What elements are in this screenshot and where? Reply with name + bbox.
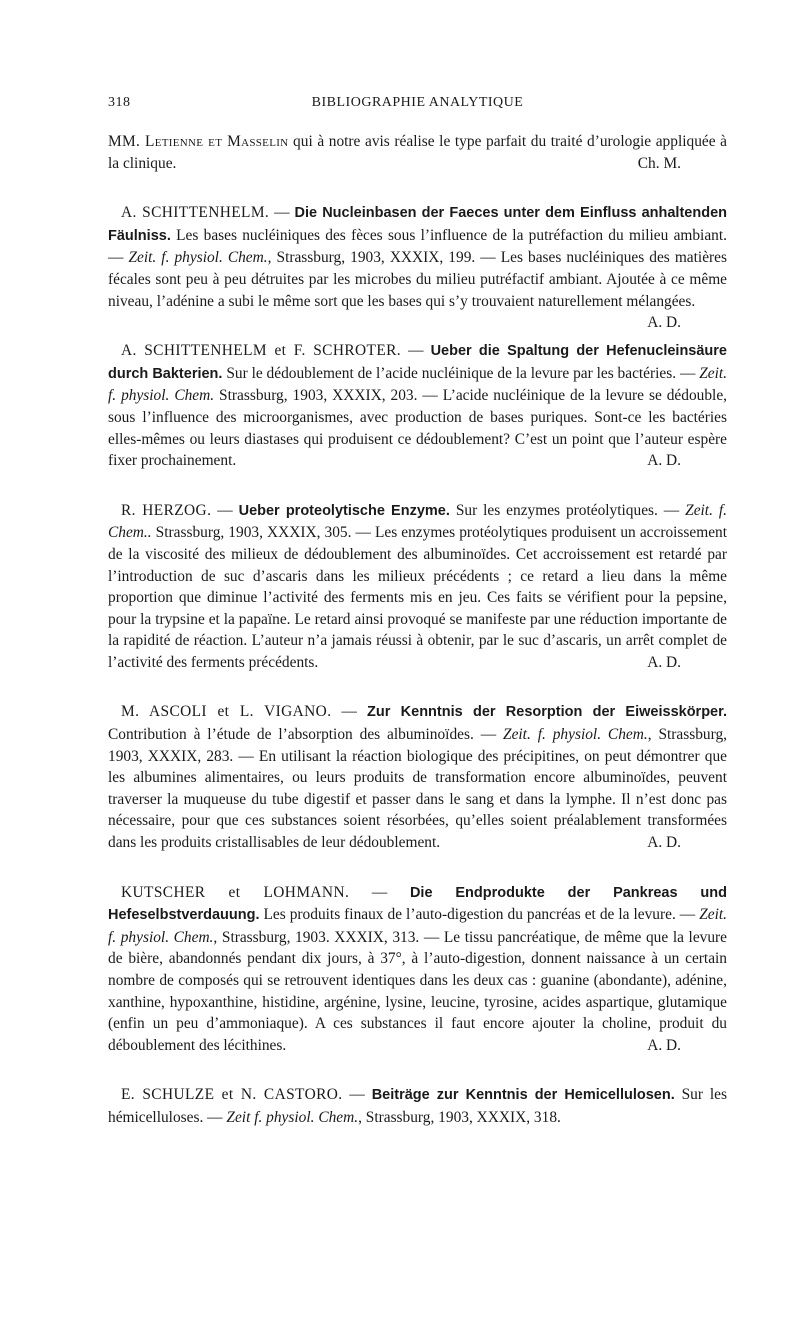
entry-title: Ueber proteolytische Enzyme. xyxy=(238,502,450,519)
entry-body: Les produits finaux de l’auto-digestion du pancréas et de la levure. — xyxy=(259,906,700,924)
review-entry-3 xyxy=(108,340,727,472)
entry-journal: Zeit. f. physiol. Chem. xyxy=(108,364,728,405)
entry-separator: — xyxy=(331,703,368,721)
entry-separator: — xyxy=(401,342,431,360)
entry-body: Sur les hémicelluloses. — xyxy=(108,1086,727,1126)
entry-separator: — xyxy=(211,501,239,519)
entry-title: Die Nucleinbasen der Faeces unter dem Einfluss anhaltenden Fäulniss. xyxy=(108,205,727,244)
entry-journal: Zeit. f. physiol. Chem. xyxy=(503,726,648,744)
entry-signature: A. D. xyxy=(647,1036,681,1054)
review-entry-2 xyxy=(108,202,727,332)
entry-body: , Strassburg, 1903, XXXIX, 318. xyxy=(358,1108,561,1126)
entry-journal: Zeit. f. physiol. Chem. xyxy=(128,249,268,267)
entry-authors: A. SCHITTENHELM. xyxy=(121,204,270,222)
entry-signature: A. D. xyxy=(647,653,681,671)
entry-title: Ueber die Spaltung der Hefenucleinsäure durch Bakterien. xyxy=(108,343,727,382)
entry-authors: R. HERZOG. xyxy=(121,501,212,519)
entry-journal: Zeit. f. physiol. Chem. xyxy=(108,906,727,946)
entry-title: Die Endprodukte der Pankreas und Hefeselbstverdauung. xyxy=(108,884,727,924)
entry-authors: MM. Letienne et Masselin xyxy=(108,133,289,150)
review-entry-4 xyxy=(108,500,727,674)
review-entry-5 xyxy=(108,701,727,853)
entry-body: Sur les enzymes protéolytiques. — xyxy=(449,501,686,519)
entry-authors: M. ASCOLI et L. VIGANO. xyxy=(121,703,332,721)
entry-body: Les bases nucléiniques des fèces sous l’influence de la putréfaction du milieu ambiant. — xyxy=(108,226,727,267)
entry-separator: — xyxy=(342,1086,372,1104)
entry-signature: A. D. xyxy=(647,452,681,470)
entry-signature: A. D. xyxy=(647,834,681,852)
entry-body: , Strassburg, 1903, XXXIX, 283. — En utilisant la réaction biologique des précipitines, on peut démontrer que les albumines alimentaires, ou leurs produits de transformation encore albuminoïdes, peuvent traverser la muqueuse du tube digestif et passer dans le sang et dans la lymphe. Il n’est donc pas nécessaire, pour que ces substances soient résorbées, qu’elles soient préalablement transformées dans les produits cristallisables de leur dédoublement. xyxy=(108,726,728,852)
entry-authors: A. SCHITTENHELM et F. SCHROTER. xyxy=(121,342,402,360)
entry-authors: KUTSCHER et LOHMANN. xyxy=(121,883,350,901)
entry-body: qui à notre avis réalise le type parfait du traité d’urologie appliquée à la clinique. xyxy=(108,133,727,172)
entry-separator: — xyxy=(269,204,295,222)
page-header xyxy=(108,92,727,114)
entry-body: , Strassburg, 1903, XXXIX, 199. — Les bases nucléiniques des matières fécales sont peu à peu détruites par les microbes du milieu putréfactif ambiant. Ajoutée à ce même niveau, l’adénine a subi le même sort que les bases qui s’y trouvaient naturellement mélangées. xyxy=(108,249,727,310)
entry-body: , Strassburg, 1903. XXXIX, 313. — Le tissu pancréatique, de même que la levure de bière, abandonnés pendant dix jours, à 37°, à l’auto-digestion, donnent naissance à un certain nombre de composés qui se retrouvent identiques dans les deux cas : guanine (abondante), adénine, xanthine, hypoxanthine, histidine, argénine, lysine, leucine, tyrosine, acides aspartique, glutamique (enfin un peu d’ammoniaque). A ces substances il faut encore ajouter la choline, produit du déboublement des lécithines. xyxy=(108,928,727,1054)
entry-body: Strassburg, 1903, XXXIX, 203. — L’acide nucléinique de la levure se dédouble, sous l’influence des microorganismes, avec production de bases puriques. Sont-ce les bactéries elles-mêmes ou leurs diastases qui produisent ce dédoublement? C’est un point que l’auteur espère fixer prochainement. xyxy=(108,387,727,470)
review-entry-1 xyxy=(108,131,727,174)
entry-signature: Ch. M. xyxy=(637,154,681,172)
entry-signature: A. D. xyxy=(647,314,681,332)
review-entry-6 xyxy=(108,882,727,1057)
entry-journal: Zeit f. physiol. Chem. xyxy=(226,1108,359,1126)
entry-body: Sur le dédoublement de l’acide nucléinique de la levure par les bactéries. — xyxy=(222,364,700,382)
entry-title: Zur Kenntnis der Resorption der Eiweisskörper. xyxy=(367,704,727,721)
article-column xyxy=(108,131,727,1157)
review-entry-7 xyxy=(108,1084,727,1128)
entry-authors: E. SCHULZE et N. CASTORO. xyxy=(121,1086,343,1104)
entry-title: Beiträge zur Kenntnis der Hemicellulosen. xyxy=(371,1087,675,1104)
entry-separator: — xyxy=(349,883,410,901)
page-number: 318 xyxy=(108,95,131,110)
entry-body: Contribution à l’étude de l’absorption des albuminoïdes. — xyxy=(108,726,504,744)
entry-body: Strassburg, 1903, XXXIX, 305. — Les enzymes protéolytiques produisent un accroissement de la viscosité des milieux de dédoublement des albuminoïdes. Cet accroissement est retardé par l’introduction de suc d’ascaris dans les milieux précédents ; ce retard a lieu dans la même proportion que diminue l’activité des ferments mis en jeu. Ces faits se vérifient pour la pepsine, pour la trypsine et la papaïne. Le retard ainsi provoqué se manifeste par une réduction importante de la rapidité de réaction. L’auteur n’a jamais réussi à obtenir, par le suc d’ascaris, un arrêt complet de l’activité des ferments précédents. xyxy=(108,524,727,671)
running-title: BIBLIOGRAPHIE ANALYTIQUE xyxy=(311,95,524,110)
entry-journal: Zeit. f. Chem.. xyxy=(108,501,727,542)
